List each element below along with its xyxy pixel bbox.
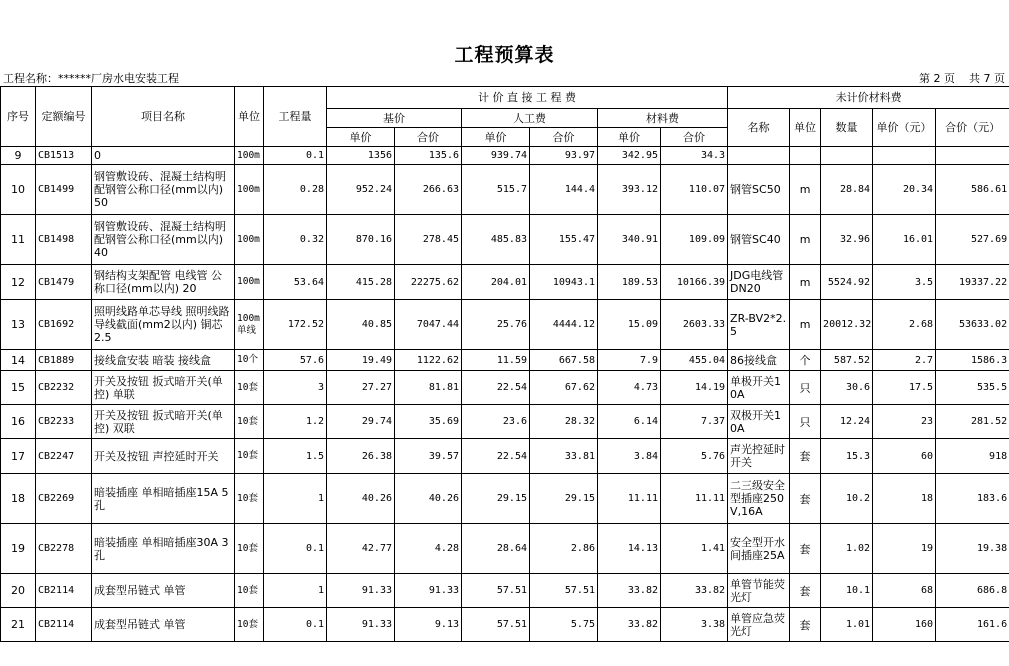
page-current: 第 2 页	[919, 72, 955, 85]
cell-lab-t: 155.47	[530, 215, 598, 265]
cell-qty: 1	[264, 574, 327, 608]
cell-m-name: 钢管SC50	[728, 165, 790, 215]
cell-m-total: 586.61	[936, 165, 1009, 215]
cell-m-name: 二三级安全型插座250V,16A	[728, 474, 790, 524]
table-row	[1, 371, 1009, 405]
cell-seq: 16	[1, 405, 36, 439]
cell-lab-t: 57.51	[530, 574, 598, 608]
cell-base-t: 278.45	[395, 215, 462, 265]
table-row	[1, 439, 1009, 474]
cell-m-price: 68	[873, 574, 936, 608]
cell-mat-u: 3.84	[598, 439, 661, 474]
cell-code: CB1692	[36, 300, 92, 350]
cell-mat-t: 5.76	[661, 439, 728, 474]
cell-lab-t: 4444.12	[530, 300, 598, 350]
cell-base-u: 40.85	[327, 300, 395, 350]
cell-m-qty: 587.52	[821, 350, 873, 371]
cell-code: CB2278	[36, 524, 92, 574]
cell-seq: 15	[1, 371, 36, 405]
page-indicator	[905, 70, 1005, 86]
cell-m-qty: 10.2	[821, 474, 873, 524]
cell-mat-t: 11.11	[661, 474, 728, 524]
header-material-unit-price: 单价	[598, 128, 661, 147]
cell-base-t: 39.57	[395, 439, 462, 474]
cell-name: 成套型吊链式 单管	[92, 608, 235, 642]
cell-mat-u: 14.13	[598, 524, 661, 574]
cell-m-unit: 只	[790, 371, 821, 405]
cell-m-qty: 20012.32	[821, 300, 873, 350]
cell-m-total: 161.6	[936, 608, 1009, 642]
cell-base-u: 91.33	[327, 574, 395, 608]
cell-m-unit: m	[790, 215, 821, 265]
cell-base-u: 42.77	[327, 524, 395, 574]
cell-m-unit: 个	[790, 350, 821, 371]
cell-m-name: 声光控延时开关	[728, 439, 790, 474]
cell-mat-t: 33.82	[661, 574, 728, 608]
cell-lab-u: 57.51	[462, 574, 530, 608]
cell-m-total: 918	[936, 439, 1009, 474]
header-name: 项目名称	[92, 87, 235, 147]
cell-m-qty: 5524.92	[821, 265, 873, 300]
cell-lab-u: 939.74	[462, 147, 530, 165]
cell-m-unit	[790, 147, 821, 165]
cell-base-t: 40.26	[395, 474, 462, 524]
cell-m-total: 535.5	[936, 371, 1009, 405]
cell-m-unit: 套	[790, 608, 821, 642]
header-mat-name: 名称	[728, 109, 790, 147]
header-labor-total: 合价	[530, 128, 598, 147]
cell-base-u: 27.27	[327, 371, 395, 405]
header-mat-qty: 数量	[821, 109, 873, 147]
cell-seq: 10	[1, 165, 36, 215]
cell-m-price: 60	[873, 439, 936, 474]
cell-m-unit: 套	[790, 474, 821, 524]
cell-unit: 10套	[235, 608, 264, 642]
table-row	[1, 474, 1009, 524]
cell-m-total: 527.69	[936, 215, 1009, 265]
table-row	[1, 215, 1009, 265]
cell-m-price: 20.34	[873, 165, 936, 215]
cell-code: CB1479	[36, 265, 92, 300]
header-mat-price: 单价（元）	[873, 109, 936, 147]
cell-unit: 10套	[235, 371, 264, 405]
cell-mat-t: 110.07	[661, 165, 728, 215]
cell-lab-t: 33.81	[530, 439, 598, 474]
table-row	[1, 524, 1009, 574]
cell-lab-t: 144.4	[530, 165, 598, 215]
cell-m-total: 19.38	[936, 524, 1009, 574]
cell-lab-u: 22.54	[462, 439, 530, 474]
header-unpriced-material: 未计价材料费	[728, 87, 1009, 109]
cell-unit: 10套	[235, 439, 264, 474]
cell-m-price: 17.5	[873, 371, 936, 405]
cell-base-t: 135.6	[395, 147, 462, 165]
header-base-total: 合价	[395, 128, 462, 147]
cell-m-name: 安全型开水间插座25A	[728, 524, 790, 574]
cell-seq: 17	[1, 439, 36, 474]
cell-m-unit: 套	[790, 524, 821, 574]
cell-name: 照明线路单芯导线 照明线路 导线截面(mm2以内) 铜芯2.5	[92, 300, 235, 350]
cell-seq: 20	[1, 574, 36, 608]
cell-m-price	[873, 147, 936, 165]
cell-m-total	[936, 147, 1009, 165]
cell-m-total: 183.6	[936, 474, 1009, 524]
cell-name: 钢管敷设砖、混凝土结构明配钢管公称口径(mm以内) 40	[92, 215, 235, 265]
cell-mat-t: 14.19	[661, 371, 728, 405]
cell-lab-u: 11.59	[462, 350, 530, 371]
cell-code: CB1889	[36, 350, 92, 371]
cell-qty: 0.1	[264, 147, 327, 165]
cell-m-qty	[821, 147, 873, 165]
cell-unit: 100m	[235, 147, 264, 165]
cell-unit: 100m	[235, 265, 264, 300]
cell-base-t: 35.69	[395, 405, 462, 439]
table-row	[1, 265, 1009, 300]
cell-m-name	[728, 147, 790, 165]
table-row	[1, 405, 1009, 439]
cell-seq: 14	[1, 350, 36, 371]
cell-m-qty: 32.96	[821, 215, 873, 265]
cell-mat-u: 342.95	[598, 147, 661, 165]
cell-m-qty: 1.01	[821, 608, 873, 642]
cell-m-price: 23	[873, 405, 936, 439]
header-mat-unit: 单位	[790, 109, 821, 147]
cell-mat-t: 2603.33	[661, 300, 728, 350]
cell-m-total: 281.52	[936, 405, 1009, 439]
cell-name: 成套型吊链式 单管	[92, 574, 235, 608]
cell-mat-t: 34.3	[661, 147, 728, 165]
cell-mat-u: 33.82	[598, 574, 661, 608]
cell-code: CB2232	[36, 371, 92, 405]
cell-m-unit: 只	[790, 405, 821, 439]
cell-m-unit: m	[790, 300, 821, 350]
cell-code: CB1499	[36, 165, 92, 215]
cell-unit: 100m单线	[235, 300, 264, 350]
cell-code: CB2114	[36, 608, 92, 642]
cell-name: 开关及按钮 扳式暗开关(单控) 双联	[92, 405, 235, 439]
cell-lab-u: 485.83	[462, 215, 530, 265]
cell-lab-t: 667.58	[530, 350, 598, 371]
header-base: 基价	[327, 109, 462, 128]
cell-qty: 0.1	[264, 524, 327, 574]
cell-seq: 12	[1, 265, 36, 300]
cell-seq: 18	[1, 474, 36, 524]
cell-seq: 13	[1, 300, 36, 350]
cell-unit: 10个	[235, 350, 264, 371]
cell-qty: 53.64	[264, 265, 327, 300]
cell-qty: 1.2	[264, 405, 327, 439]
cell-lab-u: 28.64	[462, 524, 530, 574]
cell-m-qty: 15.3	[821, 439, 873, 474]
cell-mat-t: 10166.39	[661, 265, 728, 300]
cell-base-u: 26.38	[327, 439, 395, 474]
cell-unit: 10套	[235, 524, 264, 574]
cell-m-price: 3.5	[873, 265, 936, 300]
cell-seq: 11	[1, 215, 36, 265]
cell-m-name: JDG电线管DN20	[728, 265, 790, 300]
cell-lab-t: 28.32	[530, 405, 598, 439]
cell-m-name: ZR-BV2*2.5	[728, 300, 790, 350]
page-total: 共 7 页	[969, 72, 1005, 85]
header-direct-cost: 计 价 直 接 工 程 费	[327, 87, 728, 109]
cell-lab-t: 29.15	[530, 474, 598, 524]
cell-name: 暗装插座 单相暗插座15A 5孔	[92, 474, 235, 524]
cell-m-qty: 12.24	[821, 405, 873, 439]
cell-mat-t: 3.38	[661, 608, 728, 642]
cell-base-u: 91.33	[327, 608, 395, 642]
cell-mat-t: 7.37	[661, 405, 728, 439]
cell-base-u: 415.28	[327, 265, 395, 300]
header-labor: 人工费	[462, 109, 598, 128]
cell-unit: 10套	[235, 574, 264, 608]
cell-base-t: 9.13	[395, 608, 462, 642]
cell-m-unit: m	[790, 165, 821, 215]
cell-qty: 1	[264, 474, 327, 524]
cell-lab-u: 23.6	[462, 405, 530, 439]
cell-m-unit: m	[790, 265, 821, 300]
cell-seq: 9	[1, 147, 36, 165]
cell-m-price: 2.7	[873, 350, 936, 371]
cell-base-t: 7047.44	[395, 300, 462, 350]
table-row	[1, 165, 1009, 215]
cell-unit: 100m	[235, 165, 264, 215]
cell-m-qty: 1.02	[821, 524, 873, 574]
cell-mat-u: 11.11	[598, 474, 661, 524]
cell-lab-u: 204.01	[462, 265, 530, 300]
cell-base-u: 40.26	[327, 474, 395, 524]
cell-qty: 3	[264, 371, 327, 405]
cell-mat-t: 109.09	[661, 215, 728, 265]
cell-lab-t: 93.97	[530, 147, 598, 165]
cell-lab-t: 5.75	[530, 608, 598, 642]
cell-qty: 172.52	[264, 300, 327, 350]
page-title: 工程预算表	[454, 44, 555, 66]
cell-name: 开关及按钮 声控延时开关	[92, 439, 235, 474]
cell-base-t: 22275.62	[395, 265, 462, 300]
cell-m-qty: 28.84	[821, 165, 873, 215]
cell-m-price: 2.68	[873, 300, 936, 350]
cell-m-qty: 30.6	[821, 371, 873, 405]
cell-base-u: 870.16	[327, 215, 395, 265]
cell-qty: 0.32	[264, 215, 327, 265]
cell-m-price: 160	[873, 608, 936, 642]
project-name: 工程名称：******厂房水电安装工程	[3, 72, 179, 85]
cell-seq: 19	[1, 524, 36, 574]
cell-m-name: 单极开关10A	[728, 371, 790, 405]
cell-m-total: 53633.02	[936, 300, 1009, 350]
cell-mat-u: 6.14	[598, 405, 661, 439]
header-seq: 序号	[1, 87, 36, 147]
cell-m-total: 19337.22	[936, 265, 1009, 300]
cell-seq: 21	[1, 608, 36, 642]
cell-code: CB2269	[36, 474, 92, 524]
cell-m-price: 19	[873, 524, 936, 574]
cell-code: CB1498	[36, 215, 92, 265]
cell-name: 钢管敷设砖、混凝土结构明配钢管公称口径(mm以内) 50	[92, 165, 235, 215]
table-row	[1, 147, 1009, 165]
cell-lab-u: 25.76	[462, 300, 530, 350]
cell-base-u: 29.74	[327, 405, 395, 439]
cell-mat-u: 7.9	[598, 350, 661, 371]
cell-code: CB1513	[36, 147, 92, 165]
cell-mat-u: 189.53	[598, 265, 661, 300]
cell-lab-u: 515.7	[462, 165, 530, 215]
cell-lab-t: 10943.1	[530, 265, 598, 300]
cell-m-total: 686.8	[936, 574, 1009, 608]
cell-lab-t: 67.62	[530, 371, 598, 405]
cell-m-price: 16.01	[873, 215, 936, 265]
cell-mat-t: 1.41	[661, 524, 728, 574]
cell-m-price: 18	[873, 474, 936, 524]
budget-table	[0, 86, 1009, 642]
table-row	[1, 574, 1009, 608]
header-code: 定额编号	[36, 87, 92, 147]
cell-qty: 0.1	[264, 608, 327, 642]
cell-base-u: 952.24	[327, 165, 395, 215]
cell-qty: 1.5	[264, 439, 327, 474]
cell-name: 暗装插座 单相暗插座30A 3孔	[92, 524, 235, 574]
cell-m-name: 钢管SC40	[728, 215, 790, 265]
cell-base-t: 91.33	[395, 574, 462, 608]
cell-m-name: 86接线盒	[728, 350, 790, 371]
cell-code: CB2114	[36, 574, 92, 608]
table-row	[1, 608, 1009, 642]
cell-unit: 10套	[235, 474, 264, 524]
cell-mat-u: 15.09	[598, 300, 661, 350]
cell-name: 接线盒安装 暗装 接线盒	[92, 350, 235, 371]
header-labor-unit-price: 单价	[462, 128, 530, 147]
cell-unit: 100m	[235, 215, 264, 265]
cell-m-name: 双极开关10A	[728, 405, 790, 439]
cell-lab-u: 57.51	[462, 608, 530, 642]
cell-lab-u: 29.15	[462, 474, 530, 524]
cell-mat-u: 4.73	[598, 371, 661, 405]
cell-lab-t: 2.86	[530, 524, 598, 574]
cell-code: CB2247	[36, 439, 92, 474]
cell-mat-t: 455.04	[661, 350, 728, 371]
cell-base-t: 81.81	[395, 371, 462, 405]
cell-lab-u: 22.54	[462, 371, 530, 405]
cell-qty: 57.6	[264, 350, 327, 371]
header-unit: 单位	[235, 87, 264, 147]
table-row	[1, 300, 1009, 350]
cell-m-name: 单管应急荧光灯	[728, 608, 790, 642]
cell-name: 钢结构支架配管 电线管 公称口径(mm以内) 20	[92, 265, 235, 300]
cell-m-unit: 套	[790, 439, 821, 474]
cell-m-name: 单管节能荧光灯	[728, 574, 790, 608]
header-qty: 工程量	[264, 87, 327, 147]
cell-mat-u: 393.12	[598, 165, 661, 215]
header-material-total: 合价	[661, 128, 728, 147]
cell-name: 开关及按钮 扳式暗开关(单控) 单联	[92, 371, 235, 405]
cell-qty: 0.28	[264, 165, 327, 215]
table-row	[1, 350, 1009, 371]
cell-base-u: 1356	[327, 147, 395, 165]
cell-unit: 10套	[235, 405, 264, 439]
cell-mat-u: 33.82	[598, 608, 661, 642]
header-material: 材料费	[598, 109, 728, 128]
cell-m-qty: 10.1	[821, 574, 873, 608]
cell-mat-u: 340.91	[598, 215, 661, 265]
header-base-unit-price: 单价	[327, 128, 395, 147]
header-mat-total: 合价（元）	[936, 109, 1009, 147]
cell-base-t: 4.28	[395, 524, 462, 574]
cell-m-unit: 套	[790, 574, 821, 608]
cell-name: 0	[92, 147, 235, 165]
cell-base-t: 1122.62	[395, 350, 462, 371]
cell-code: CB2233	[36, 405, 92, 439]
cell-m-total: 1586.3	[936, 350, 1009, 371]
cell-base-t: 266.63	[395, 165, 462, 215]
cell-base-u: 19.49	[327, 350, 395, 371]
